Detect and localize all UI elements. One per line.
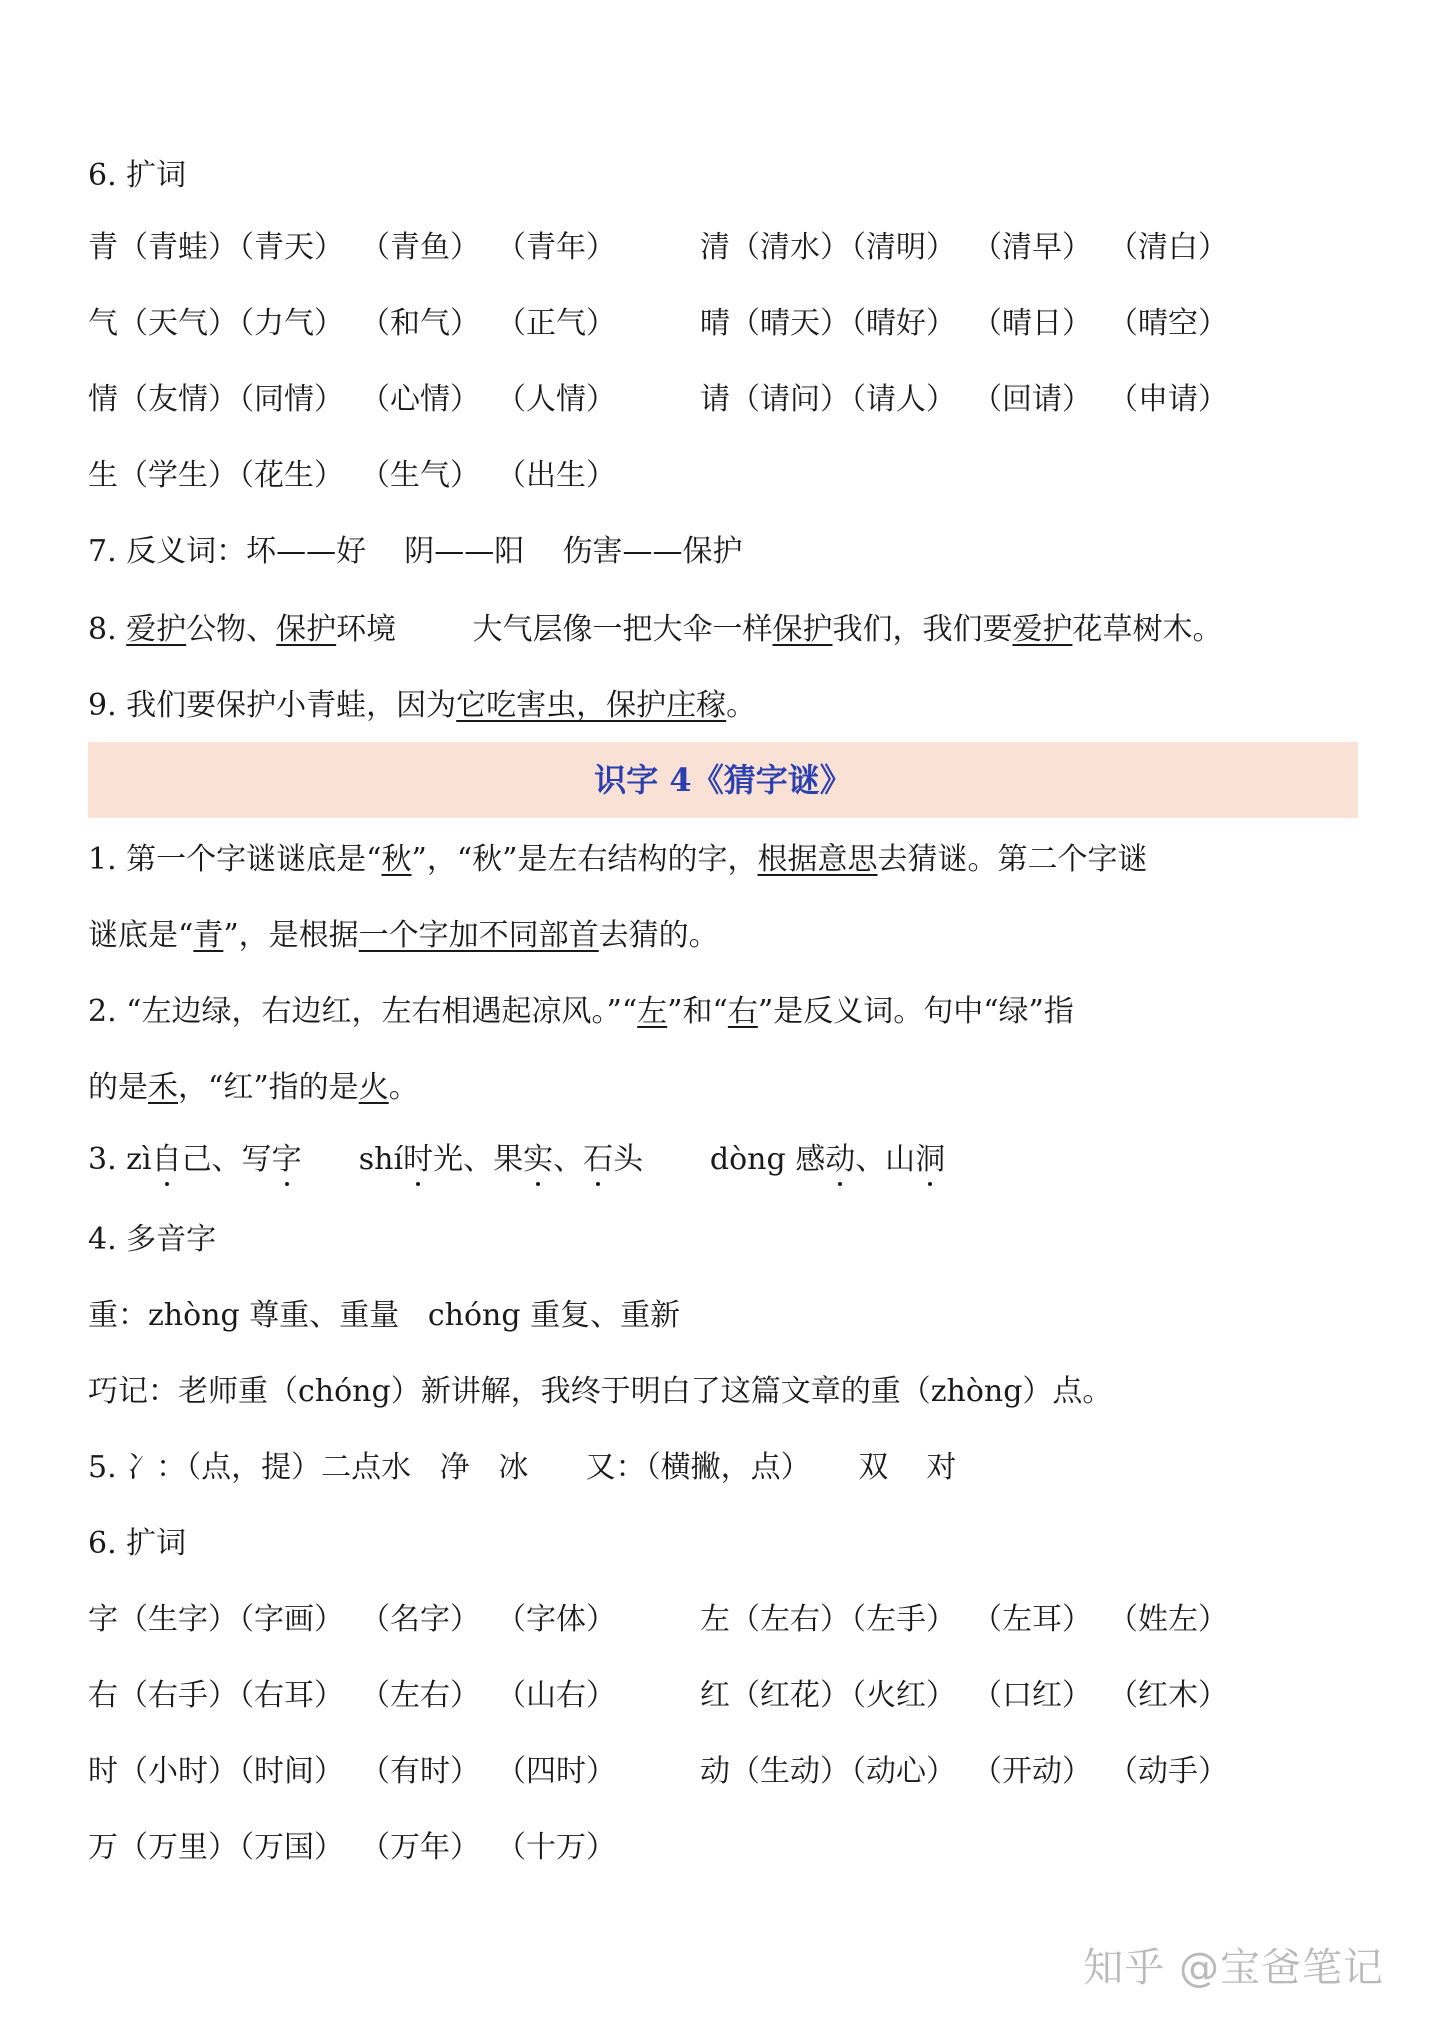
word-cell: （十万） xyxy=(496,1830,616,1865)
item4-line2: 巧记：老师重（chóng）新讲解，我终于明白了这篇文章的重（zhòng）点。 xyxy=(88,1374,1113,1409)
word-cell: （山右） xyxy=(496,1678,616,1713)
item9-line: 9. 我们要保护小青蛙，因为它吃害虫，保护庄稼。 xyxy=(88,688,757,723)
word-cell: （人情） xyxy=(496,382,616,417)
word-cell: （名字） xyxy=(360,1602,480,1637)
antonyms-line: 7. 反义词：坏——好 阴——阳 伤害——保护 xyxy=(88,534,743,569)
word-cell: 动（生动） xyxy=(700,1754,850,1789)
item1-line1: 1. 第一个字谜谜底是“秋”，“秋”是左右结构的字，根据意思去猜谜。第二个字谜 xyxy=(88,842,1148,877)
word-cell: （动手） xyxy=(1108,1754,1228,1789)
item4-heading: 4. 多音字 xyxy=(88,1222,217,1257)
word-cell: （和气） xyxy=(360,306,480,341)
word-cell: （左耳） xyxy=(972,1602,1092,1637)
word-cell: （同情） xyxy=(224,382,344,417)
word-cell: 情（友情） xyxy=(88,382,238,417)
word-cell: （字体） xyxy=(496,1602,616,1637)
word-cell: 时（小时） xyxy=(88,1754,238,1789)
lesson-banner xyxy=(88,742,1358,818)
section2-heading6: 6. 扩词 xyxy=(88,1526,187,1561)
word-cell: （火红） xyxy=(836,1678,956,1713)
word-cell: 气（天气） xyxy=(88,306,238,341)
word-cell: （口红） xyxy=(972,1678,1092,1713)
word-cell: 字（生字） xyxy=(88,1602,238,1637)
item2-line1: 2. “左边绿，右边红，左右相遇起凉风。”“左”和“右”是反义词。句中“绿”指 xyxy=(88,994,1074,1029)
word-cell: （晴空） xyxy=(1108,306,1228,341)
word-cell: （红木） xyxy=(1108,1678,1228,1713)
word-cell: （晴日） xyxy=(972,306,1092,341)
word-cell: （万国） xyxy=(224,1830,344,1865)
item1-line2: 谜底是“青”，是根据一个字加不同部首去猜的。 xyxy=(88,918,719,953)
lesson-title: 识字 4《猜字谜》 xyxy=(594,761,852,799)
word-cell: （请人） xyxy=(836,382,956,417)
item4-line1: 重：zhòng 尊重、重量 chóng 重复、重新 xyxy=(88,1298,681,1333)
word-cell: （青鱼） xyxy=(360,230,480,265)
word-cell: （花生） xyxy=(224,458,344,493)
word-cell: （回请） xyxy=(972,382,1092,417)
word-cell: （心情） xyxy=(360,382,480,417)
word-cell: （清明） xyxy=(836,230,956,265)
word-cell: （青年） xyxy=(496,230,616,265)
item5-line: 5. 冫：（点，提）二点水 净 冰 又：（横撇，点） 双 对 xyxy=(88,1450,957,1485)
word-cell: （姓左） xyxy=(1108,1602,1228,1637)
item3-line: 3. zì自己、写字 shí时光、果实、石头 dòng 感动、山洞 xyxy=(88,1140,945,1180)
word-cell: 右（右手） xyxy=(88,1678,238,1713)
word-cell: （清白） xyxy=(1108,230,1228,265)
word-cell: （晴好） xyxy=(836,306,956,341)
word-cell: 请（请问） xyxy=(700,382,850,417)
word-cell: （有时） xyxy=(360,1754,480,1789)
word-cell: 万（万里） xyxy=(88,1830,238,1865)
word-cell: 红（红花） xyxy=(700,1678,850,1713)
word-cell: （右耳） xyxy=(224,1678,344,1713)
word-cell: （正气） xyxy=(496,306,616,341)
word-cell: （力气） xyxy=(224,306,344,341)
word-cell: 生（学生） xyxy=(88,458,238,493)
word-cell: （万年） xyxy=(360,1830,480,1865)
word-cell: （开动） xyxy=(972,1754,1092,1789)
word-cell: （申请） xyxy=(1108,382,1228,417)
word-cell: （生气） xyxy=(360,458,480,493)
word-cell: （时间） xyxy=(224,1754,344,1789)
item2-line2: 的是禾，“红”指的是火。 xyxy=(88,1070,419,1105)
watermark: 知乎 @宝爸笔记 xyxy=(1083,1945,1384,1991)
word-cell: （左右） xyxy=(360,1678,480,1713)
word-cell: 青（青蛙） xyxy=(88,230,238,265)
word-cell: （动心） xyxy=(836,1754,956,1789)
word-cell: （清早） xyxy=(972,230,1092,265)
word-cell: 清（清水） xyxy=(700,230,850,265)
word-cell: （出生） xyxy=(496,458,616,493)
word-cell: （字画） xyxy=(224,1602,344,1637)
word-cell: 晴（晴天） xyxy=(700,306,850,341)
section1-heading: 6. 扩词 xyxy=(88,158,187,193)
word-cell: （青天） xyxy=(224,230,344,265)
word-cell: （左手） xyxy=(836,1602,956,1637)
item8-line: 8. 爱护公物、保护环境 大气层像一把大伞一样保护我们，我们要爱护花草树木。 xyxy=(88,612,1223,647)
word-cell: （四时） xyxy=(496,1754,616,1789)
word-cell: 左（左右） xyxy=(700,1602,850,1637)
